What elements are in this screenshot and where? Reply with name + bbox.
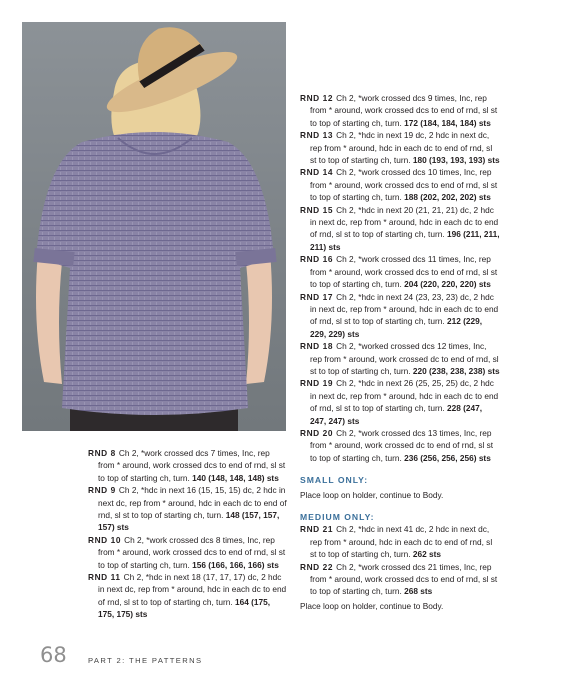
round-label: RND 9 [88,485,116,496]
small-only-text: Place loop on holder, continue to Body. [300,489,444,500]
round-text: Ch 2, *hdc in next 19 dc, 2 hdc in next dc, rep from * around, hdc in each dc to end of rnd, sl st to top of starting ch, turn. [310,130,493,166]
stitch-count: 148 (157, 157, 157) sts [98,510,280,533]
stitch-count: 156 (166, 166, 166) sts [192,559,279,570]
round-label: RND 22 [300,561,334,572]
stitch-count: 140 (148, 148, 148) sts [192,472,279,483]
stitch-count: 268 sts [404,586,433,597]
round-text: Ch 2, *hdc in next 41 dc, 2 hdc in next dc, rep from * around, hdc in each dc to end of rnd, sl st to top of starting ch, turn. [310,524,493,560]
stitch-count: 196 (211, 211, 211) sts [310,229,500,252]
round-paragraph [88,571,288,621]
round-text: Ch 2, *work crossed dcs 13 times, Inc, rep from * around, work crossed dc to end of rnd, sl st to top of starting ch, turn. [310,427,494,463]
right-text-column [300,92,500,612]
round-paragraph [300,204,500,254]
round-label: RND 14 [300,167,334,178]
round-label: RND 13 [300,130,334,141]
small-only-heading: SMALL ONLY: [300,475,369,486]
round-text: Ch 2, *hdc in next 26 (25, 25, 25) dc, 2 hdc in next dc, rep from * around, hdc in each dc to end of rnd, sl st to top of starting ch, turn. [310,378,499,414]
round-text: Ch 2, *work crossed dcs 9 times, Inc, rep from * around, work crossed dcs to end of rnd, sl st to top of starting ch, turn. [310,93,498,128]
round-paragraph [300,427,500,464]
sweater-model-illustration [22,22,286,431]
round-text: Ch 2, *worked crossed dcs 12 times, Inc, rep from * around, work crossed dc to end of rnd, sl st to top of starting ch, turn. [310,341,499,376]
round-paragraph [300,166,500,203]
stitch-count: 212 (229, 229, 229) sts [310,316,483,339]
round-paragraph [300,92,500,129]
stitch-count: 236 (256, 256, 256) sts [404,452,491,463]
round-text: Ch 2, *work crossed dcs 11 times, Inc, rep from * around, work crossed dcs to end of rnd, sl st to top of starting ch, turn. [310,254,498,290]
medium-only-closing: Place loop on holder, continue to Body. [300,600,444,611]
round-text: Ch 2, *hdc in next 24 (23, 23, 23) dc, 2 hdc in next dc, rep from * around, hdc in each dc to end of rnd, sl st to top of starting ch, turn. [310,291,499,327]
round-paragraph [300,129,500,166]
round-paragraph [300,523,500,560]
round-paragraph [300,340,500,377]
round-label: RND 21 [300,524,334,535]
pattern-photo [22,22,286,431]
round-label: RND 16 [300,254,334,265]
round-label: RND 10 [88,534,122,545]
stitch-count: 204 (220, 220, 220) sts [404,279,491,290]
round-paragraph [300,561,500,598]
round-label: RND 19 [300,378,334,389]
round-label: RND 15 [300,204,334,215]
round-text: Ch 2, *work crossed dcs 21 times, Inc, rep from * around, work crossed dcs to end of rnd, sl st to top of starting ch, turn. [310,561,498,597]
round-paragraph [300,253,500,290]
round-label: RND 11 [88,572,121,583]
round-label: RND 20 [300,427,334,438]
round-text: Ch 2, *hdc in next 18 (17, 17, 17) dc, 2 hdc in next dc, rep from * around, hdc in each dc to end of rnd, sl st to top of starting ch, turn. [98,572,287,607]
stitch-count: 164 (175, 175, 175) sts [98,596,271,620]
round-text: Ch 2, *work crossed dcs 10 times, Inc, rep from * around, work crossed dcs to end of rnd, sl st to top of starting ch, turn. [310,167,498,203]
stitch-count: 220 (238, 238, 238) sts [412,365,500,376]
round-label: RND 8 [88,448,116,458]
round-paragraph [88,484,288,534]
round-text: Ch 2, *work crossed dcs 7 times, Inc, rep from * around, work crossed dcs to end of rnd, sl st to top of starting ch, turn. [98,448,286,483]
round-text: Ch 2, *work crossed dcs 8 times, Inc, rep from * around, work crossed dcs to end of rnd, sl st to top of starting ch, turn. [98,534,286,570]
stitch-count: 228 (247, 247, 247) sts [310,403,483,426]
round-text: Ch 2, *hdc in next 20 (21, 21, 21) dc, 2 hdc in next dc, rep from * around, hdc in each dc to end of rnd, sl st to top of starting ch, turn. [310,204,499,240]
stitch-count: 172 (184, 184, 184) sts [404,117,491,128]
round-paragraph [88,447,288,484]
running-footer: PART 2: THE PATTERNS [88,656,203,665]
round-label: RND 12 [300,93,334,103]
round-paragraph [300,377,500,427]
round-label: RND 18 [300,341,334,352]
round-label: RND 17 [300,291,334,302]
stitch-count: 188 (202, 202, 202) sts [404,192,491,203]
stitch-count: 180 (193, 193, 193) sts [412,155,500,166]
page-number: 68 [40,643,67,667]
left-text-column [88,447,288,621]
round-paragraph [88,534,288,571]
round-paragraph [300,291,500,341]
medium-only-heading: MEDIUM ONLY: [300,512,375,522]
stitch-count: 262 sts [412,549,441,560]
round-text: Ch 2, *hdc in next 16 (15, 15, 15) dc, 2 hdc in next dc, rep from * around, hdc in each dc to end of rnd, sl st to top of starting ch, turn. [98,485,287,521]
